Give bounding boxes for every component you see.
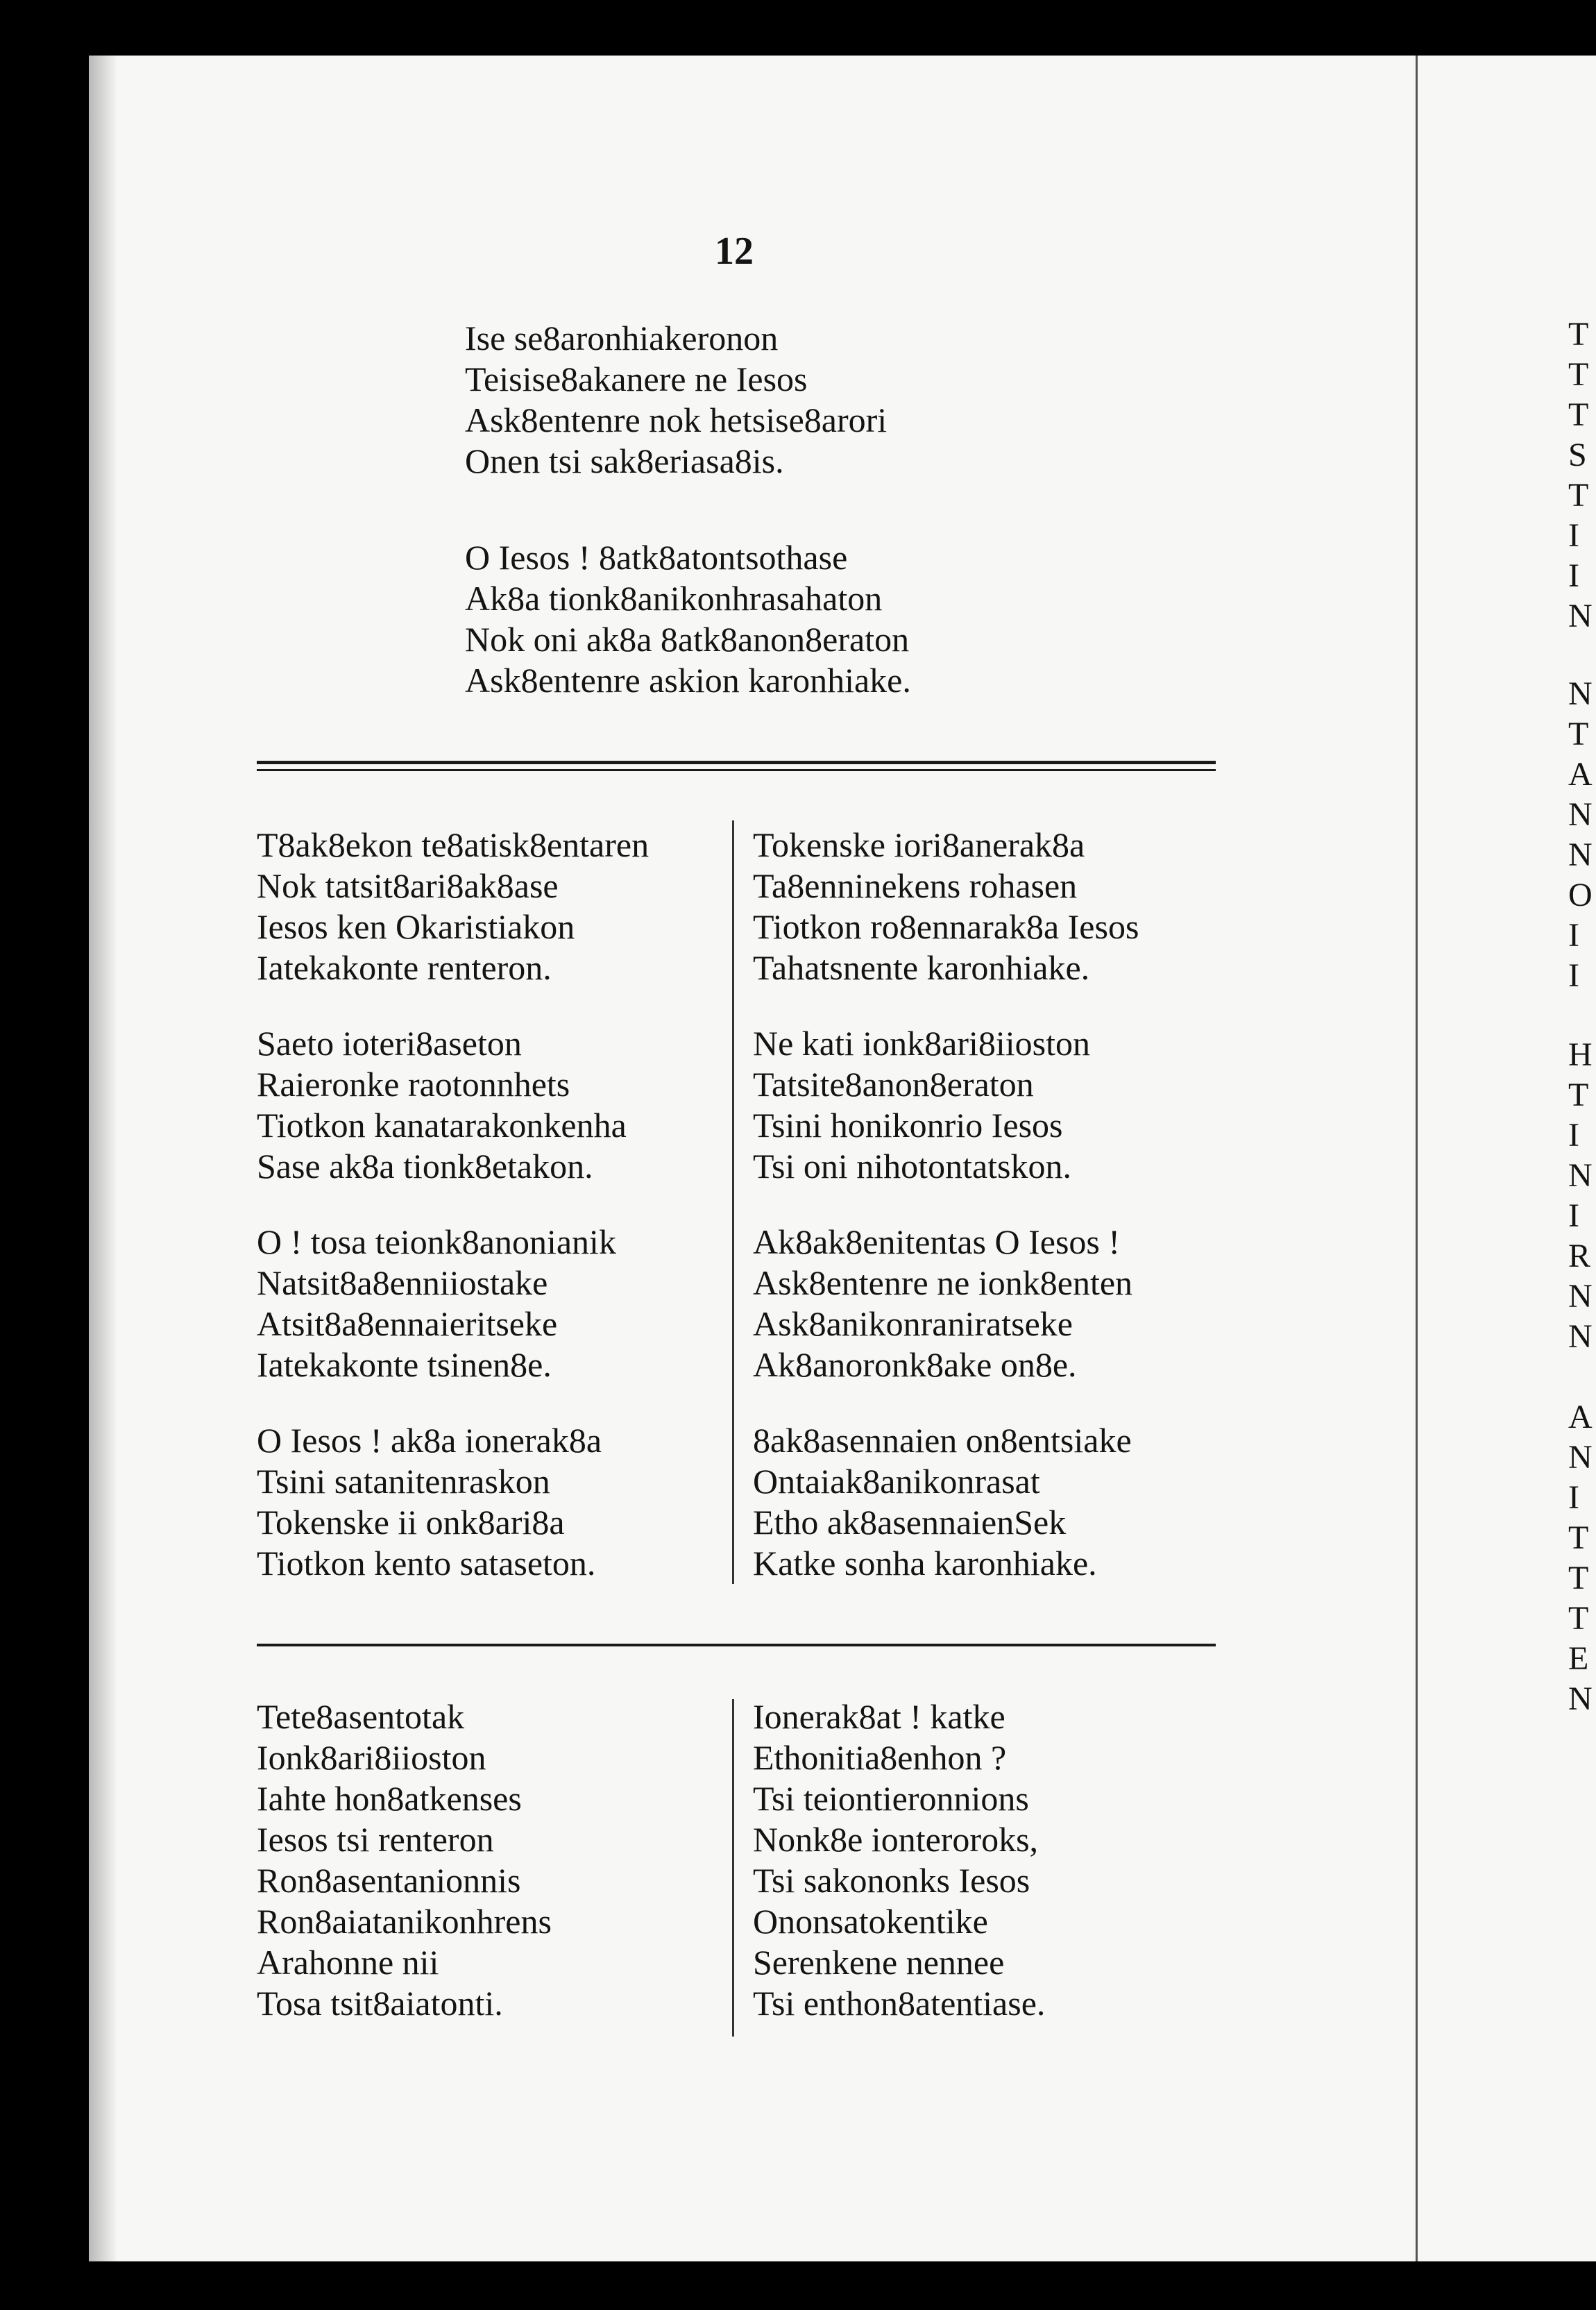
column-divider-middle xyxy=(732,820,734,1584)
left-stanza xyxy=(257,1023,627,1187)
facing-page-letter: A xyxy=(1568,756,1593,793)
verse-line: Tahatsnente karonhiake. xyxy=(753,948,1090,987)
verse-line: Iatekakonte tsinen8e. xyxy=(257,1345,552,1384)
verse-line: Sase ak8a tionk8etakon. xyxy=(257,1147,593,1186)
verse-line: Ionerak8at ! katke xyxy=(753,1697,1005,1736)
facing-page-letter: R xyxy=(1568,1238,1591,1274)
verse-line: Tiotkon kento sataseton. xyxy=(257,1544,596,1583)
double-rule-bottom xyxy=(257,769,1216,771)
verse-line: Nonk8e ionteroroks, xyxy=(753,1820,1039,1859)
verse-line: Saeto ioteri8aseton xyxy=(257,1024,522,1063)
verse-line: Tsini satanitenraskon xyxy=(257,1462,550,1501)
verse-line: Ron8asentanionnis xyxy=(257,1861,521,1900)
bottom-right-stanza xyxy=(753,1696,1045,2024)
verse-line: Tete8asentotak xyxy=(257,1697,465,1736)
bottom-left-stanza xyxy=(257,1696,552,2024)
facing-page-letter: T xyxy=(1568,477,1589,514)
page-number: 12 xyxy=(715,230,754,273)
verse-line: Ron8aiatanikonhrens xyxy=(257,1902,552,1941)
verse-line: Tsi teiontieronnions xyxy=(753,1779,1029,1818)
verse-line: Tokenske ii onk8ari8a xyxy=(257,1503,565,1542)
verse-line: Atsit8a8ennaieritseke xyxy=(257,1304,558,1343)
verse-line: Ask8entenre askion karonhiake. xyxy=(465,661,911,700)
top-stanza xyxy=(465,537,911,701)
verse-line: Etho ak8asennaienSek xyxy=(753,1503,1067,1542)
facing-page-letter: S xyxy=(1568,437,1587,473)
facing-page-letter: T xyxy=(1568,1077,1589,1113)
facing-page-letter: T xyxy=(1568,1519,1589,1556)
facing-page-letter: N xyxy=(1568,1680,1593,1717)
left-stanza xyxy=(257,1420,602,1584)
verse-line: O ! tosa teionk8anonianik xyxy=(257,1222,616,1261)
verse-line: Ask8anikonraniratseke xyxy=(753,1304,1073,1343)
facing-page-letter: T xyxy=(1568,316,1589,353)
verse-line: Ak8ak8enitentas O Iesos ! xyxy=(753,1222,1121,1261)
verse-line: Ontaiak8anikonrasat xyxy=(753,1462,1040,1501)
facing-page-letter: N xyxy=(1568,796,1593,833)
facing-page-letter: H xyxy=(1568,1036,1593,1073)
verse-line: Nok oni ak8a 8atk8anon8eraton xyxy=(465,620,910,659)
verse-line: T8ak8ekon te8atisk8entaren xyxy=(257,825,650,864)
double-rule-top xyxy=(257,761,1216,764)
verse-line: O Iesos ! 8atk8atontsothase xyxy=(465,538,848,577)
verse-line: Tokenske iori8anerak8a xyxy=(753,825,1085,864)
left-stanza xyxy=(257,1222,616,1385)
facing-page-letter: N xyxy=(1568,675,1593,712)
verse-line: Iatekakonte renteron. xyxy=(257,948,552,987)
right-stanza xyxy=(753,1222,1132,1385)
facing-page-letter: T xyxy=(1568,716,1589,752)
facing-page-letter: I xyxy=(1568,1117,1579,1154)
verse-line: Iesos tsi renteron xyxy=(257,1820,494,1859)
verse-line: Tsi sakononks Iesos xyxy=(753,1861,1030,1900)
verse-line: Katke sonha karonhiake. xyxy=(753,1544,1097,1583)
verse-line: Tsi enthon8atentiase. xyxy=(753,1984,1046,2023)
verse-line: Ne kati ionk8ari8iioston xyxy=(753,1024,1091,1063)
facing-page-letter: E xyxy=(1568,1640,1589,1677)
verse-line: Tsini honikonrio Iesos xyxy=(753,1106,1063,1145)
right-stanza xyxy=(753,1023,1090,1187)
right-stanza xyxy=(753,825,1139,988)
verse-line: Teisise8akanere ne Iesos xyxy=(465,360,808,398)
column-divider-bottom xyxy=(732,1699,734,2037)
verse-line: Ise se8aronhiakeronon xyxy=(465,319,779,357)
facing-page-letter: O xyxy=(1568,877,1593,913)
facing-page-letter: N xyxy=(1568,598,1593,634)
verse-line: Arahonne nii xyxy=(257,1943,439,1982)
facing-page-letter: T xyxy=(1568,356,1589,393)
facing-page-letter: I xyxy=(1568,1479,1579,1516)
facing-page-letter: N xyxy=(1568,1318,1593,1355)
facing-page-letter: A xyxy=(1568,1399,1593,1435)
verse-line: Ask8entenre ne ionk8enten xyxy=(753,1263,1133,1302)
left-stanza xyxy=(257,825,649,988)
facing-page-letter: T xyxy=(1568,1600,1589,1637)
verse-line: Ionk8ari8iioston xyxy=(257,1738,486,1777)
verse-line: Ononsatokentike xyxy=(753,1902,988,1941)
facing-page-letter: T xyxy=(1568,396,1589,433)
verse-line: Tosa tsit8aiatonti. xyxy=(257,1984,503,2023)
verse-line: Ethonitia8enhon ? xyxy=(753,1738,1007,1777)
facing-page-letter: N xyxy=(1568,1157,1593,1194)
page-gutter-shadow xyxy=(89,56,117,2261)
verse-line: Iesos ken Okaristiakon xyxy=(257,907,575,946)
top-stanza xyxy=(465,318,887,482)
facing-page-letter: N xyxy=(1568,1439,1593,1476)
verse-line: Serenkene nennee xyxy=(753,1943,1005,1982)
verse-line: Ask8entenre nok hetsise8arori xyxy=(465,401,888,439)
verse-line: Ak8anoronk8ake on8e. xyxy=(753,1345,1077,1384)
facing-page-letter: N xyxy=(1568,836,1593,873)
verse-line: Tiotkon kanatarakonkenha xyxy=(257,1106,627,1145)
facing-page-letter: I xyxy=(1568,957,1579,994)
verse-line: Onen tsi sak8eriasa8is. xyxy=(465,441,784,480)
facing-page-letter: I xyxy=(1568,917,1579,954)
verse-line: Tsi oni nihotontatskon. xyxy=(753,1147,1072,1186)
verse-line: Nok tatsit8ari8ak8ase xyxy=(257,866,559,905)
verse-line: 8ak8asennaien on8entsiake xyxy=(753,1421,1132,1460)
verse-line: Natsit8a8enniiostake xyxy=(257,1263,548,1302)
section-rule xyxy=(257,1644,1216,1646)
facing-page-letter: I xyxy=(1568,517,1579,554)
right-stanza xyxy=(753,1420,1132,1584)
verse-line: Tatsite8anon8eraton xyxy=(753,1065,1034,1104)
verse-line: O Iesos ! ak8a ionerak8a xyxy=(257,1421,602,1460)
verse-line: Tiotkon ro8ennarak8a Iesos xyxy=(753,907,1139,946)
facing-page-letter: N xyxy=(1568,1278,1593,1315)
facing-page-letter: T xyxy=(1568,1560,1589,1596)
verse-line: Iahte hon8atkenses xyxy=(257,1779,522,1818)
verse-line: Raieronke raotonnhets xyxy=(257,1065,570,1104)
facing-page-letter: I xyxy=(1568,557,1579,594)
facing-page-letter: I xyxy=(1568,1197,1579,1234)
verse-line: Ak8a tionk8anikonhrasahaton xyxy=(465,579,883,618)
verse-line: Ta8enninekens rohasen xyxy=(753,866,1078,905)
